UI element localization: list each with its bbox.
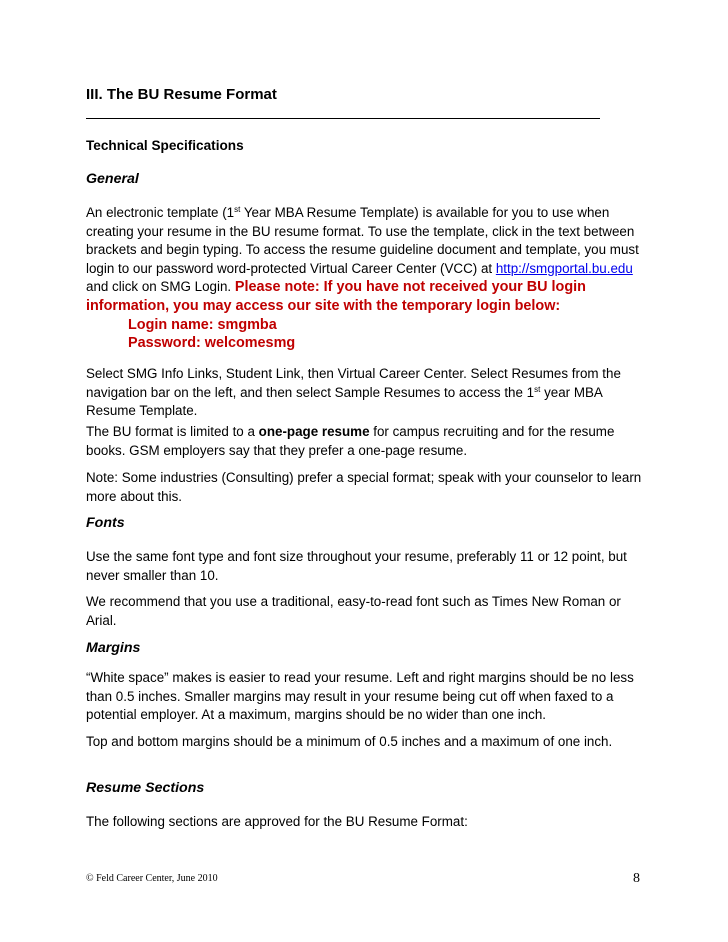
- superscript: st: [234, 205, 241, 214]
- general-paragraph-1: [86, 204, 646, 316]
- general-p1-text-c: and click on SMG Login.: [86, 279, 235, 295]
- heading-rule: [86, 118, 600, 119]
- one-page-emphasis: one-page resume: [258, 424, 370, 439]
- page-number: 8: [633, 871, 640, 886]
- smg-portal-link[interactable]: http://smgportal.bu.edu: [495, 260, 633, 276]
- general-p3-text-a: The BU format is limited to a: [86, 424, 259, 439]
- login-name: Login name: smgmba: [128, 317, 277, 333]
- general-p1-text-b: Year MBA Resume Template) is available for you to use when creating your resume in the BU resume format. To use the template, click in the text between brackets and begin typing. To access the resume guideline document and template, you must login to our password word-protected Virtual Career Center (VCC) at: [86, 205, 639, 276]
- margins-paragraph-1: “White space” makes is easier to read your resume. Left and right margins should be no less than 0.5 inches. Smaller margins may result in your resume being cut off when faxed to a potential employer. At a maximum, margins should be no wider than one inch.: [86, 670, 634, 723]
- fonts-heading: Fonts: [86, 515, 125, 531]
- footer-copyright: © Feld Career Center, June 2010: [86, 873, 218, 884]
- fonts-paragraph-1: Use the same font type and font size throughout your resume, preferably 11 or 12 point, but never smaller than 10.: [86, 549, 627, 583]
- resume-sections-paragraph: The following sections are approved for the BU Resume Format:: [86, 814, 468, 829]
- general-p2-text-a: Select SMG Info Links, Student Link, then Virtual Career Center. Select Resumes from the navigation bar on the left, and then select Sample Resumes to access the 1: [86, 366, 621, 400]
- general-p2-text-b: year MBA Resume Template.: [86, 384, 603, 419]
- general-paragraph-4: Note: Some industries (Consulting) prefer a special format; speak with your counselor to learn more about this.: [86, 470, 642, 504]
- login-note: Please note: If you have not received your BU login information, you may access our site with the temporary login below:: [86, 279, 586, 314]
- general-p1-text-a: An electronic template (1: [86, 205, 235, 220]
- margins-paragraph-2: Top and bottom margins should be a minimum of 0.5 inches and a maximum of one inch.: [86, 734, 613, 749]
- tech-specs-heading: Technical Specifications: [86, 138, 244, 153]
- login-password: Password: welcomesmg: [128, 335, 296, 351]
- general-paragraph-2: [86, 365, 646, 421]
- fonts-paragraph-2: We recommend that you use a traditional, easy-to-read font such as Times New Roman or Arial.: [86, 594, 621, 628]
- margins-heading: Margins: [86, 640, 141, 656]
- general-heading: General: [86, 171, 139, 187]
- resume-sections-heading: Resume Sections: [86, 780, 205, 796]
- section-heading: III. The BU Resume Format: [86, 86, 277, 103]
- general-paragraph-3: [86, 423, 646, 460]
- superscript: st: [534, 384, 541, 394]
- general-p3-text-b: for campus recruiting and for the resume books. GSM employers say that they prefer a one-page resume.: [86, 424, 615, 458]
